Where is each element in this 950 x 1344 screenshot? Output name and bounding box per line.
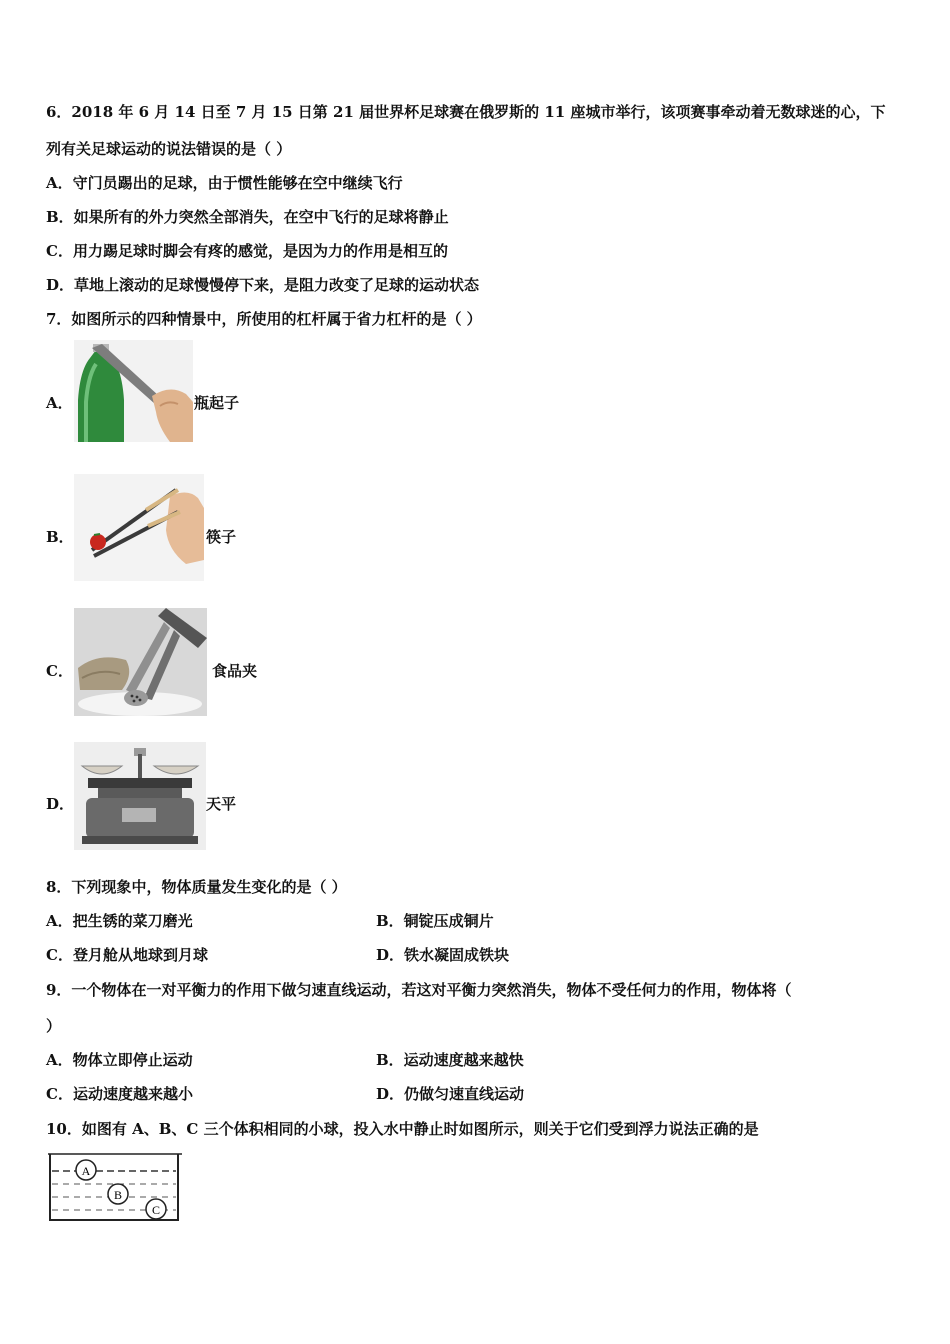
ball-a	[76, 1160, 96, 1180]
q9-option-c: C．运动速度越来越小	[46, 1085, 193, 1103]
ball-c	[146, 1199, 166, 1219]
q7-option-b-label: 筷子	[206, 528, 237, 546]
q7-option-d-label: 天平	[206, 795, 237, 813]
q7-option-a-label: 瓶起子	[194, 394, 240, 412]
q6-option-d: D．草地上滚动的足球慢慢停下来，是阻力改变了足球的运动状态	[46, 276, 480, 294]
q7-stem: 7．如图所示的四种情景中，所使用的杠杆属于省力杠杆的是（ ）	[46, 310, 482, 328]
floating-balls-diagram	[46, 1150, 186, 1226]
q8-stem: 8．下列现象中，物体质量发生变化的是（ ）	[46, 878, 347, 896]
q6-option-a: A．守门员踢出的足球，由于惯性能够在空中继续飞行	[46, 174, 403, 192]
food-tongs-image	[74, 608, 207, 716]
q8-option-b: B．铜锭压成铜片	[376, 912, 494, 930]
q10-stem: 10．如图有 A、B、C 三个体积相同的小球，投入水中静止时如图所示，则关于它们受到浮力说法正确的是	[46, 1120, 759, 1138]
q8-option-d: D．铁水凝固成铁块	[376, 946, 510, 964]
q7-option-b-letter: B．	[46, 528, 74, 546]
ball-a-label: A	[81, 1164, 91, 1178]
balance-scale-image	[74, 742, 206, 850]
q9-option-d: D．仍做匀速直线运动	[376, 1085, 525, 1103]
q8-option-c: C．登月舱从地球到月球	[46, 946, 208, 964]
bottle-opener-image	[74, 340, 193, 442]
q9-stem-line1: 9．一个物体在一对平衡力的作用下做匀速直线运动，若这对平衡力突然消失，物体不受任何力的作用，物体将（	[46, 981, 792, 999]
q6-option-b: B．如果所有的外力突然全部消失，在空中飞行的足球将静止	[46, 208, 449, 226]
q7-option-d-letter: D．	[46, 795, 75, 813]
q7-option-a-letter: A．	[46, 394, 73, 412]
q9-option-a: A．物体立即停止运动	[46, 1051, 193, 1069]
q9-stem-line2: ）	[46, 1017, 62, 1035]
q6-stem-line1: 6．2018 年 6 月 14 日至 7 月 15 日第 21 届世界杯足球赛在俄罗斯的 11 座城市举行，该项赛事牵动着无数球迷的心，下	[46, 103, 886, 121]
ball-b	[108, 1184, 128, 1204]
ball-c-label: C	[151, 1203, 161, 1217]
q6-stem-line2: 列有关足球运动的说法错误的是（ ）	[46, 140, 292, 158]
q7-option-c-label: 食品夹	[212, 662, 258, 680]
ball-b-label: B	[113, 1188, 123, 1202]
q6-option-c: C．用力踢足球时脚会有疼的感觉，是因为力的作用是相互的	[46, 242, 448, 260]
q9-option-b: B．运动速度越来越快	[376, 1051, 524, 1069]
chopsticks-image	[74, 474, 204, 581]
q7-option-c-letter: C．	[46, 662, 73, 680]
q8-option-a: A．把生锈的菜刀磨光	[46, 912, 193, 930]
